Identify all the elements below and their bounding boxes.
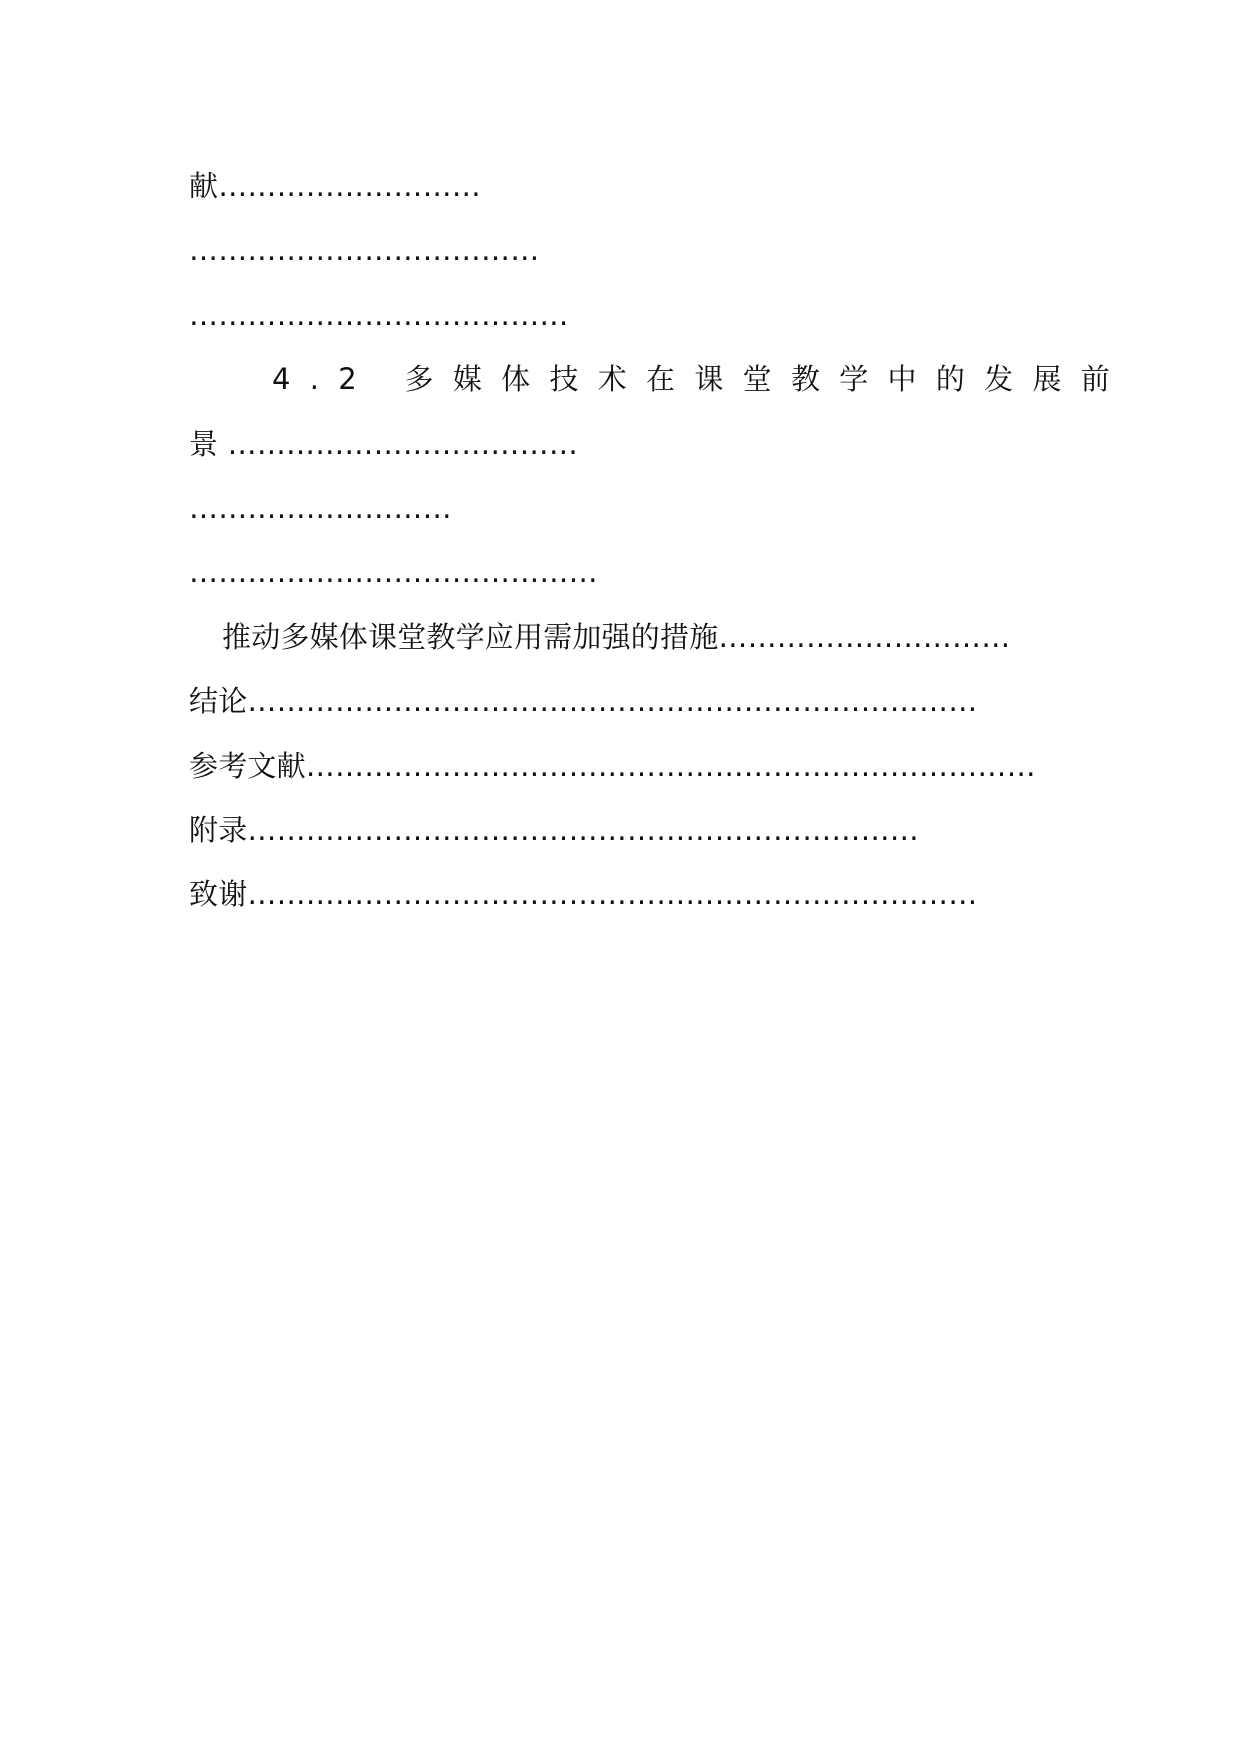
toc-line-conclusion: 结论………………………………………………………………… [189,684,978,718]
toc-line-measures: 推动多媒体课堂教学应用需加强的措施………………………… [222,620,1011,654]
toc-line-7: …………………………………… [189,555,598,589]
toc-line-4-2-continued: 景 ……………………………… [189,427,579,461]
toc-line-4-2-heading: 4.2 多媒体技术在课堂教学中的发展前 [272,362,1130,396]
toc-line-3: ………………………………… [189,298,569,332]
toc-line-appendix: 附录…………………………………………………………… [189,813,919,847]
toc-line-references: 参考文献………………………………………………………………… [189,749,1036,783]
toc-line-acknowledgements: 致谢………………………………………………………………… [189,877,978,911]
toc-line-2: ……………………………… [189,233,540,267]
toc-line-1: 献……………………… [189,169,482,203]
toc-line-6: ……………………… [189,491,452,525]
